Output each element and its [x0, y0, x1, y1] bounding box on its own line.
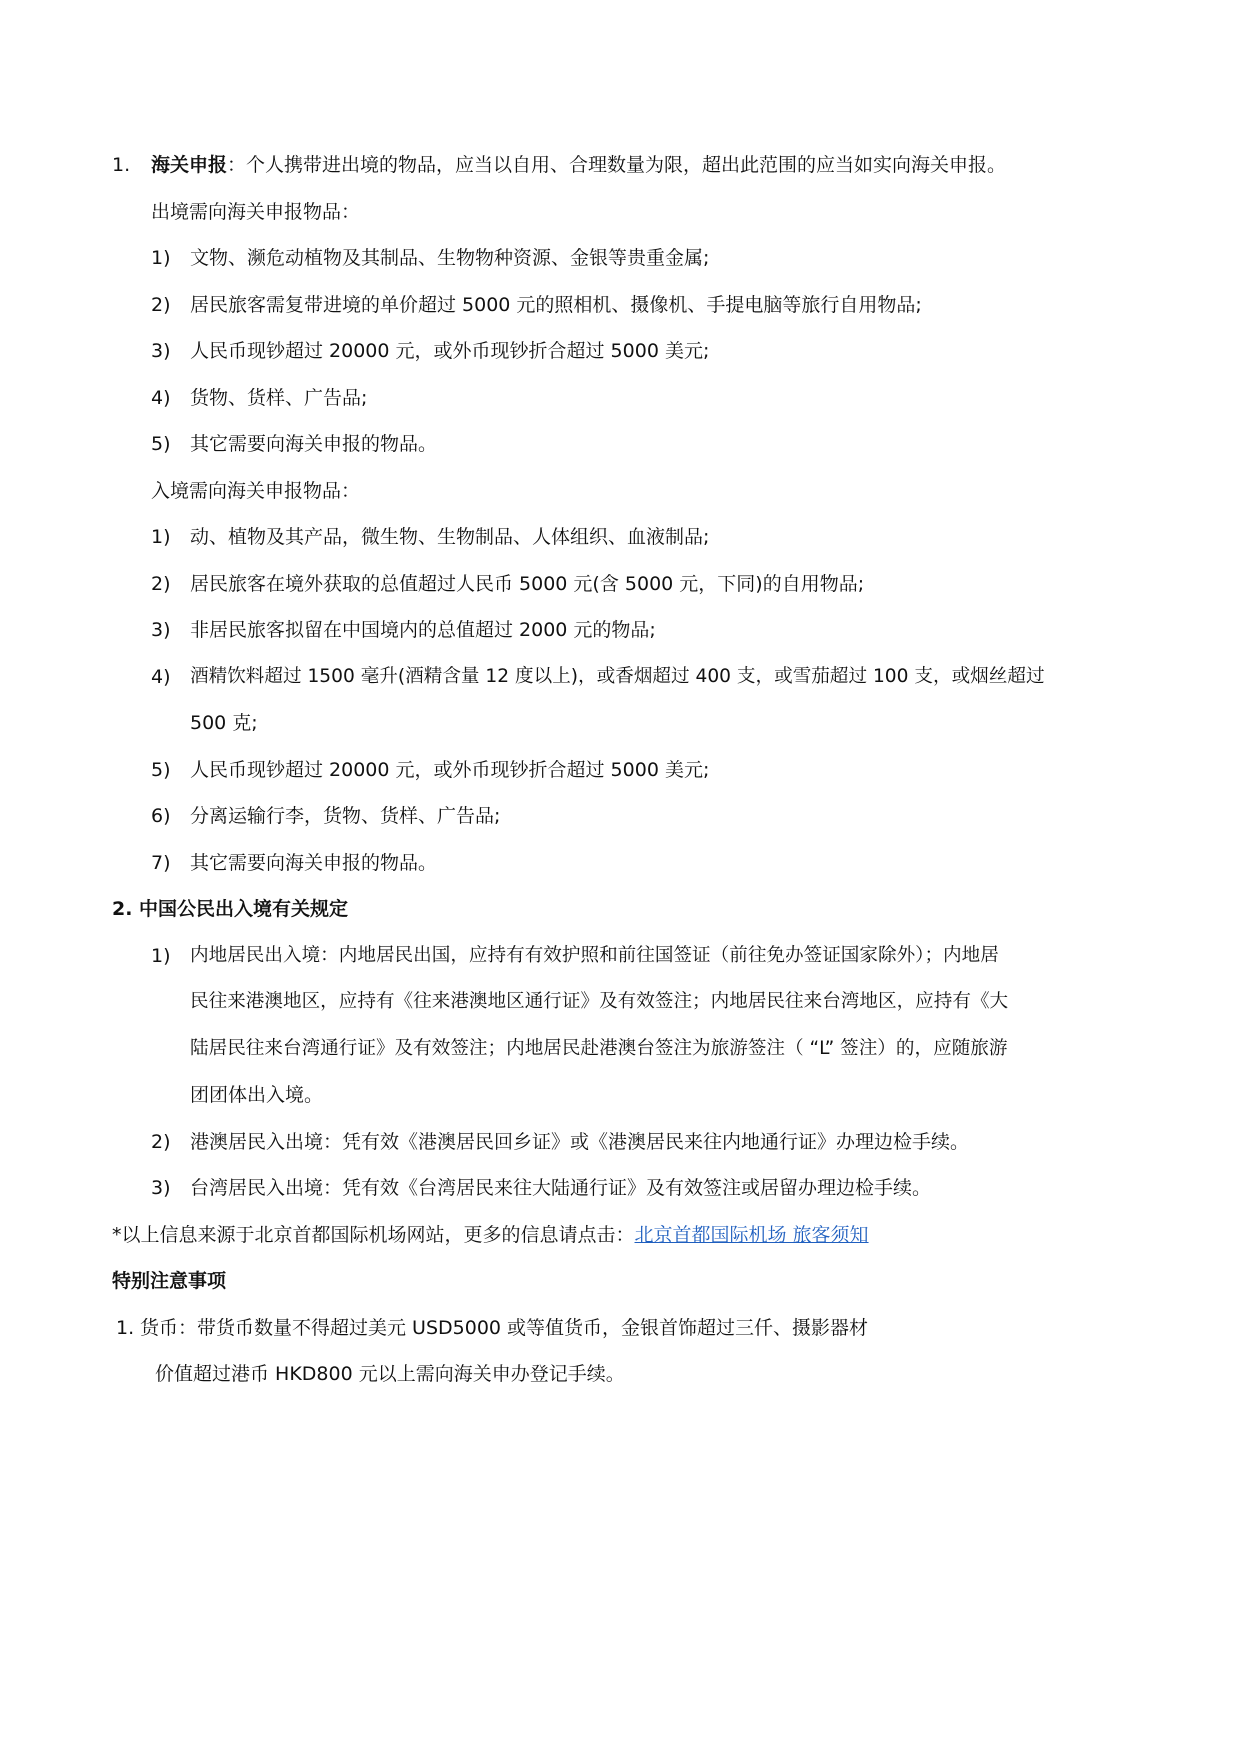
section2-item-2-num: 2) [151, 1131, 171, 1153]
exit-item-4-text: 货物、货样、广告品; [190, 387, 368, 409]
source-prefix: *以上信息来源于北京首都国际机场网站，更多的信息请点击： [112, 1224, 635, 1246]
special-item-1-num: 1. [116, 1317, 135, 1339]
exit-item-5-num: 5) [151, 433, 171, 455]
section2-item-3-text: 台湾居民入出境：凭有效《台湾居民来往大陆通行证》及有效签注或居留办理边检手续。 [190, 1177, 932, 1199]
entry-item-1-text: 动、植物及其产品，微生物、生物制品、人体组织、血液制品; [190, 526, 710, 548]
section2-item-1-line1: 内地居民出入境：内地居民出国，应持有有效护照和前往国签证（前往免办签证国家除外）；内地居 [190, 945, 999, 966]
entry-item-6-text: 分离运输行李，货物、货样、广告品; [190, 805, 501, 827]
section2-item-1-num: 1) [151, 945, 171, 967]
capital-airport-link[interactable]: 北京首都国际机场 旅客须知 [634, 1224, 869, 1246]
entry-item-3-text: 非居民旅客拟留在中国境内的总值超过 2000 元的物品; [190, 619, 656, 641]
exit-item-1-text: 文物、濒危动植物及其制品、生物物种资源、金银等贵重金属; [190, 247, 710, 269]
exit-item-1-num: 1) [151, 247, 171, 269]
entry-item-3-num: 3) [151, 619, 171, 641]
exit-item-4-num: 4) [151, 387, 171, 409]
special-title: 特别注意事项 [112, 1270, 227, 1292]
exit-item-2-num: 2) [151, 294, 171, 316]
entry-item-7-num: 7) [151, 852, 171, 874]
exit-item-2-text: 居民旅客需复带进境的单价超过 5000 元的照相机、摄像机、手提电脑等旅行自用物品; [190, 294, 922, 316]
exit-item-5-text: 其它需要向海关申报的物品。 [190, 433, 438, 455]
entry-heading: 入境需向海关申报物品： [151, 480, 361, 502]
section2-item-1-line3: 陆居民往来台湾通行证》及有效签注；内地居民赴港澳台签注为旅游签注（ “L” 签注）的，应随旅游 [190, 1038, 1008, 1059]
entry-item-4-num: 4) [151, 666, 171, 688]
exit-item-3-num: 3) [151, 340, 171, 362]
section1-title: 海关申报 [151, 154, 228, 176]
section2-item-1-line4: 团团体出入境。 [190, 1084, 324, 1106]
entry-item-4-line1: 酒精饮料超过 1500 毫升(酒精含量 12 度以上)，或香烟超过 400 支，或雪茄超过 100 支，或烟丝超过 [190, 666, 1045, 687]
section1-number: 1. [112, 154, 131, 176]
section2-title: 2. 中国公民出入境有关规定 [112, 898, 349, 920]
entry-item-2-text: 居民旅客在境外获取的总值超过人民币 5000 元(含 5000 元，下同)的自用物品; [190, 573, 865, 595]
special-item-1-line2: 价值超过港币 HKD800 元以上需向海关申办登记手续。 [155, 1363, 625, 1385]
entry-item-4-line2: 500 克; [190, 712, 258, 734]
entry-item-2-num: 2) [151, 573, 171, 595]
entry-item-5-text: 人民币现钞超过 20000 元，或外币现钞折合超过 5000 美元; [190, 759, 710, 781]
special-item-1-line1: 货币：带货币数量不得超过美元 USD5000 或等值货币，金银首饰超过三仟、摄影器材 [140, 1317, 869, 1339]
section2-item-3-num: 3) [151, 1177, 171, 1199]
source-note [112, 1221, 869, 1249]
entry-item-1-num: 1) [151, 526, 171, 548]
entry-item-6-num: 6) [151, 805, 171, 827]
section1-heading-line [151, 151, 1006, 179]
entry-item-5-num: 5) [151, 759, 171, 781]
section2-item-1-line2: 民往来港澳地区，应持有《往来港澳地区通行证》及有效签注；内地居民往来台湾地区，应持有《大 [190, 991, 1009, 1012]
exit-heading: 出境需向海关申报物品： [151, 201, 361, 223]
section2-item-2-text: 港澳居民入出境：凭有效《港澳居民回乡证》或《港澳居民来往内地通行证》办理边检手续。 [190, 1131, 970, 1153]
exit-item-3-text: 人民币现钞超过 20000 元，或外币现钞折合超过 5000 美元; [190, 340, 710, 362]
section1-intro: ：个人携带进出境的物品，应当以自用、合理数量为限，超出此范围的应当如实向海关申报。 [227, 154, 1007, 176]
entry-item-7-text: 其它需要向海关申报的物品。 [190, 852, 438, 874]
